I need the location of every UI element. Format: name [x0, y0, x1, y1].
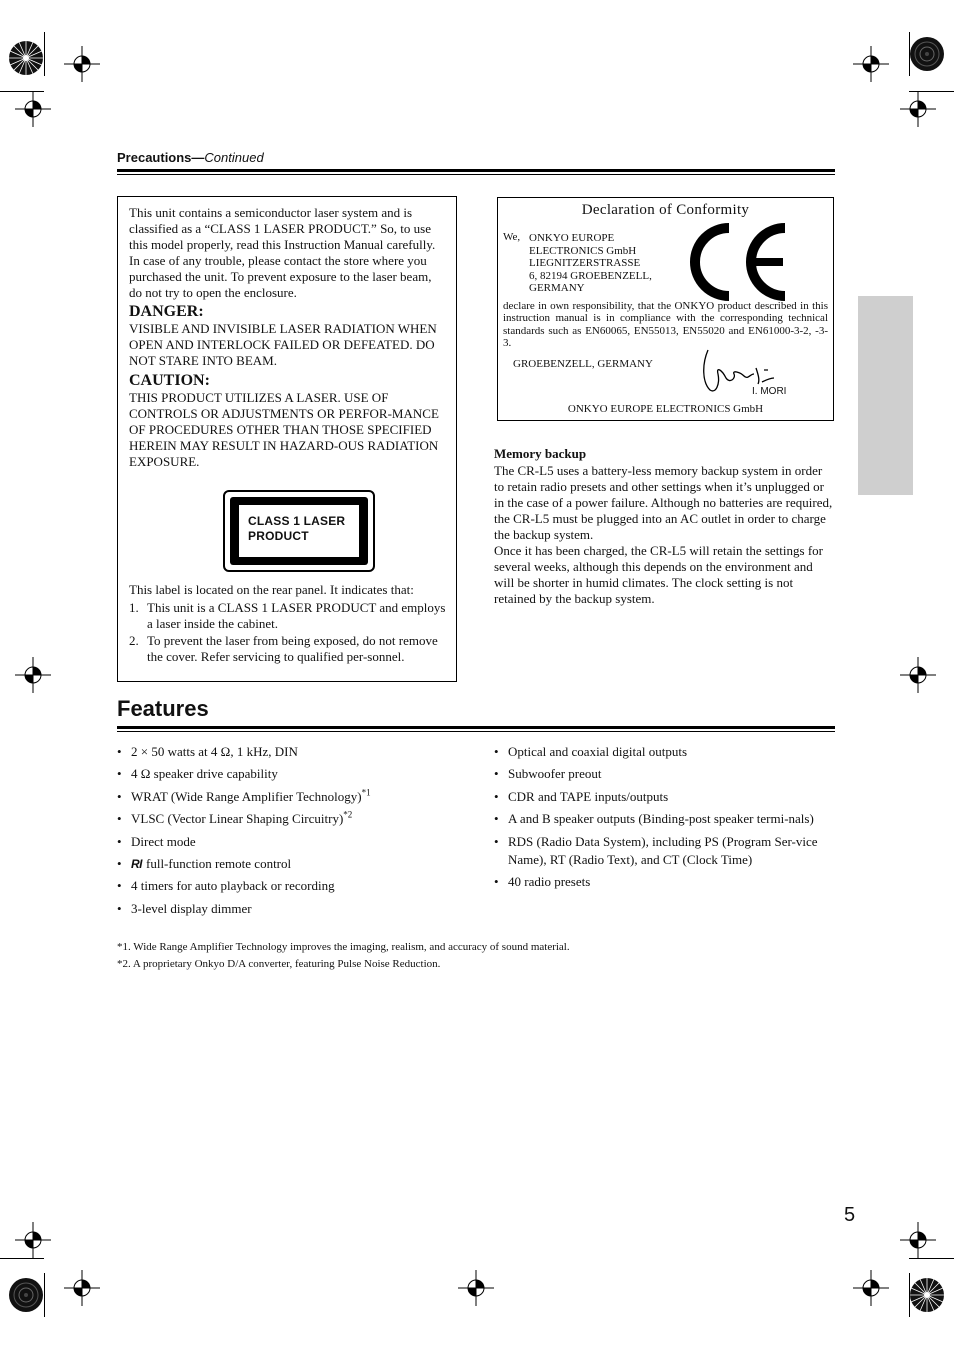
list-item	[494, 765, 834, 783]
list-item	[494, 873, 834, 891]
page-number: 5	[844, 1204, 856, 1226]
bullet: •	[117, 788, 122, 804]
feature-text: full-function remote control	[146, 855, 292, 871]
feature-text: VLSC (Vector Linear Shaping Circuitry)	[131, 811, 344, 827]
declaration-company: ONKYO EUROPE ELECTRONICS GmbH	[567, 403, 764, 415]
feature-text: RDS (Radio Data System), including PS (Program Ser-vice Name), RT (Radio Text), and CT (Clock Time)	[508, 833, 818, 867]
crop-line	[0, 1258, 44, 1259]
header-rule-thin	[117, 174, 835, 175]
list-item	[494, 810, 834, 828]
address-line: ELECTRONICS GmbH	[529, 244, 637, 257]
danger-text: VISIBLE AND INVISIBLE LASER RADIATION WHEN OPEN AND INTERLOCK FAILED OR DEFEATED. DO NOT STARE INTO BEAM.	[129, 321, 437, 369]
crop-line	[44, 1273, 45, 1317]
label-note: This label is located on the rear panel. It indicates that:	[129, 582, 414, 597]
feature-text: Optical and coaxial digital outputs	[508, 744, 688, 759]
list-item	[494, 788, 834, 806]
crosshair-mark-icon	[15, 657, 51, 693]
address-line: GERMANY	[529, 282, 585, 294]
ri-logo-icon: RI	[131, 856, 142, 871]
declaration-we: We,	[503, 231, 521, 243]
feature-text: Subwoofer preout	[508, 766, 602, 782]
declaration-place: GROEBENZELL, GERMANY	[513, 358, 653, 370]
list-item	[117, 788, 467, 806]
crosshair-mark-icon	[853, 1270, 889, 1306]
header-continued: Continued	[204, 150, 264, 165]
crosshair-mark-icon	[900, 657, 936, 693]
list-item	[117, 833, 467, 851]
list-item	[117, 855, 467, 873]
running-header	[117, 150, 264, 165]
feature-text: WRAT (Wide Range Amplifier Technology)	[131, 788, 362, 804]
list-item	[129, 600, 449, 632]
memory-backup-paragraph: Once it has been charged, the CR-L5 will retain the settings for several weeks, although this depends on the environment and will be shorter in humid climates. The clock setting is not retained by the backup system.	[494, 543, 823, 606]
bullet: •	[117, 878, 122, 894]
footnote: *1. Wide Range Amplifier Technology improves the imaging, realism, and accuracy of sound material.	[117, 941, 570, 953]
caution-heading: CAUTION:	[129, 371, 210, 389]
bullet: •	[494, 833, 499, 849]
crosshair-mark-icon	[64, 1270, 100, 1306]
item-text: To prevent the laser from being exposed, do not remove the cover. Refer servicing to qualified per-sonnel.	[147, 633, 438, 664]
list-item	[117, 877, 467, 895]
bullet: •	[494, 811, 499, 827]
section-tab	[858, 296, 913, 495]
footnotes	[117, 939, 570, 972]
bullet: •	[494, 744, 499, 759]
registration-target-icon	[7, 1276, 45, 1314]
features-rule-thin	[117, 731, 835, 732]
bullet: •	[494, 766, 499, 782]
registration-target-icon	[908, 1276, 946, 1314]
bullet: •	[117, 900, 122, 916]
crop-line	[44, 32, 45, 76]
class1-laser-label	[223, 490, 375, 572]
crosshair-mark-icon	[15, 1222, 51, 1258]
crop-line	[909, 1258, 954, 1259]
laser-intro: This unit contains a semiconductor laser system and is classified as a “CLASS 1 LASER PRODUCT.” So, to use this model properly, read this Instruction Manual carefully. In case of any trouble, please contact the store where you purchased the unit. To prevent exposure to the laser beam, do not try to open the enclosure.	[129, 205, 436, 300]
address-line: ONKYO EUROPE	[529, 232, 615, 244]
list-item	[129, 633, 449, 665]
label-line-1: CLASS 1 LASER	[248, 514, 346, 528]
feature-text: A and B speaker outputs (Binding-post speaker termi-nals)	[508, 811, 814, 827]
bullet: •	[117, 833, 122, 849]
footnote-ref: *1	[361, 787, 371, 798]
bullet: •	[494, 873, 499, 889]
memory-backup-section	[494, 446, 834, 607]
ce-mark-icon	[689, 222, 793, 302]
features-list-left	[117, 743, 467, 922]
label-items	[129, 600, 449, 665]
footnote: *2. A proprietary Onkyo D/A converter, featuring Pulse Noise Reduction.	[117, 957, 441, 970]
list-item	[117, 810, 467, 828]
address-line: 6, 82194 GROEBENZELL,	[529, 269, 652, 282]
registration-target-icon	[7, 39, 45, 77]
feature-text: 3-level display dimmer	[131, 900, 252, 916]
declaration-body: declare in own responsibility, that the ONKYO product described in this instruction manual is in compliance with the corresponding technical standards such as EN60065, EN55013, EN55020 and EN61000-3-2, -3-3.	[503, 300, 828, 349]
crop-line	[909, 32, 910, 76]
label-explanation	[129, 582, 449, 666]
header-section: Precautions—	[117, 150, 205, 165]
danger-heading: DANGER:	[129, 303, 204, 320]
header-rule	[117, 169, 835, 172]
feature-text: 2 × 50 watts at 4 Ω, 1 kHz, DIN	[131, 744, 298, 759]
memory-backup-paragraph: The CR-L5 uses a battery-less memory backup system in order to retain radio presets and other settings when it’s unplugged or in the case of a power failure. Although no batteries are required, the CR-L5 must be plugged into an AC outlet in order to charge the backup system.	[494, 463, 833, 542]
features-list-right	[494, 743, 834, 895]
list-item	[494, 743, 834, 761]
laser-safety-box	[117, 196, 457, 682]
item-number: 1.	[129, 600, 139, 615]
bullet: •	[117, 811, 122, 827]
feature-text: 40 radio presets	[508, 873, 591, 889]
crosshair-mark-icon	[64, 46, 100, 82]
crosshair-mark-icon	[900, 1222, 936, 1258]
list-item	[117, 743, 467, 761]
memory-backup-title: Memory backup	[494, 446, 587, 461]
list-item	[117, 900, 467, 918]
feature-text: CDR and TAPE inputs/outputs	[508, 788, 669, 804]
address-line: LIEGNITZERSTRASSE	[529, 257, 641, 269]
declaration-address	[529, 232, 652, 295]
crosshair-mark-icon	[458, 1270, 494, 1306]
caution-text: THIS PRODUCT UTILIZES A LASER. USE OF CONTROLS OR ADJUSTMENTS OR PERFOR-MANCE OF PROCEDURES OTHER THAN THOSE SPECIFIED HEREIN MAY RESULT IN HAZARD-OUS RADIATION EXPOSURE.	[129, 389, 439, 470]
crop-line	[909, 1273, 910, 1317]
bullet: •	[494, 788, 499, 804]
feature-text: Direct mode	[131, 833, 196, 849]
declaration-title: Declaration of Conformity	[581, 202, 750, 218]
feature-text: 4 timers for auto playback or recording	[131, 878, 335, 894]
crop-line	[909, 91, 954, 92]
features-title: Features	[117, 696, 209, 721]
crop-line	[0, 91, 44, 92]
declaration-signer: I. MORI	[752, 386, 787, 397]
bullet: •	[117, 766, 122, 782]
bullet: •	[117, 855, 122, 871]
label-line-2: PRODUCT	[248, 529, 309, 543]
list-item	[494, 833, 834, 869]
crosshair-mark-icon	[900, 91, 936, 127]
feature-text: 4 Ω speaker drive capability	[131, 766, 278, 782]
registration-target-icon	[908, 35, 946, 73]
crosshair-mark-icon	[15, 91, 51, 127]
declaration-of-conformity	[497, 197, 834, 421]
list-item	[117, 765, 467, 783]
crosshair-mark-icon	[853, 46, 889, 82]
features-rule	[117, 726, 835, 729]
item-number: 2.	[129, 633, 139, 648]
item-text: This unit is a CLASS 1 LASER PRODUCT and employs a laser inside the cabinet.	[147, 600, 446, 631]
bullet: •	[117, 744, 122, 759]
footnote-ref: *2	[343, 809, 353, 820]
